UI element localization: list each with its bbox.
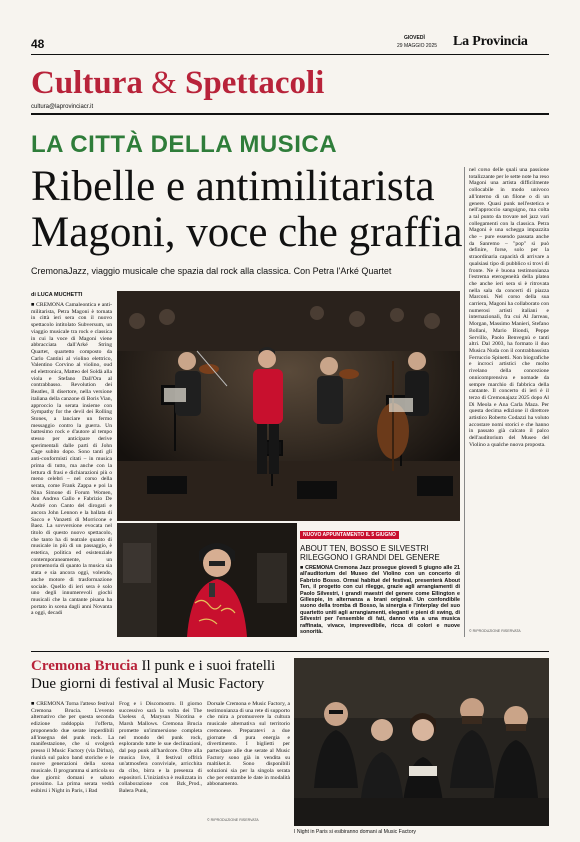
main-kicker: LA CITTÀ DELLA MUSICA (31, 131, 338, 158)
second-kicker: Cremona Brucia (31, 658, 138, 674)
col1-text (31, 302, 112, 638)
sidebar-title: ABOUT TEN, BOSSO E SILVESTRI RILEGGONO I GRANDI DEL GENERE (300, 544, 440, 562)
section-title-part2: Spettacoli (185, 65, 325, 101)
second-headline-line2: Due giorni di festival al Music Factory (31, 676, 265, 692)
section-ampersand: & (151, 65, 177, 101)
header-rule (31, 54, 549, 55)
main-subtitle: CremonaJazz, viaggio musicale che spazia dal rock alla classica. Con Petra l'Arké Quartet (31, 266, 392, 276)
band-photo-illustration (294, 658, 549, 826)
header-date: 29 MAGGIO 2025 (397, 43, 438, 49)
band-photo (294, 658, 549, 826)
byline: di LUCA MUCHETTI (31, 292, 83, 298)
main-headline-line2: Magoni, voce che graffia (31, 209, 463, 256)
singer-portrait-illustration (117, 523, 297, 637)
second-credit: © RIPRODUZIONE RISERVATA (207, 818, 259, 822)
section-title-part1: Cultura (31, 65, 143, 101)
sidebar-body: ■ CREMONA Cremona Jazz prosegue giovedì 5 giugno alle 21 all'auditorium del Museo del Violino con un concerto di Fabrizio Bosso. Ormai habitué del festival, presenterà About Ten, il progetto con cui rilegge, grazie agli arrangiamenti di Paolo Silvestri, i grandi maestri del genere come Ellington e Gillespie, in alternanza a brani originali. Un confondibile suono della tromba di Bosso, la sinergia e l'interplay del suo quartetto uniti agli arrangiamenti, eleganti e pieni di swing, di Silvestri per l'ensemble di fati, danno vita a una musica raffinata, vivace, imprevedibile, ricca di colori e nuove sonorità. (300, 565, 460, 636)
sidebar-label: NUOVO APPUNTAMENTO IL 5 GIUGNO (300, 531, 399, 539)
section-rule (31, 113, 549, 115)
second-headline-text: Il punk e i suoi fratelli (141, 658, 276, 674)
col3-paragraph: nel corso delle quali una passione totalizzante per le sette note ha reso Magoni una artista difficilmente collocabile in modo univoco all'interno di un filone o di un genere. Quasi punk nell'estetica e nell'approccio sanguigno, ma colta a tal punto da trovare nel jazz vari collegamenti con la classica. Petra Magoni è una schegga impazzita che – pure essendo passata anche da Sanremo – "pop" sì può definire, forse, solo per la straordinaria capacità di arrivare a qualsiasi tipo di pubblico si trovi di fronte. Ne è buona testimonianza l'estrema eterogeneità della platea che anche ieri sera si è ritrovata nella sala da concerti di piazza Marconi. Nel corso della sua carriera, Magoni ha collaborato con numerosi artisti italiani e internazionali, fra cui Al Jarreau, Morgan, Massimo Manieri, Stefano Bollani, Mario Biondi, Peppe Servillo, Paolo Benvegnù e tanti altri. Dal 2003, ha formato il duo Musica Nuda con il contrabbassista Ferruccio Spinetti. Non biografiche e incroci artistici che molto rivelano della concezione onnicomprensiva e nomade da sempre marchio di fabbrica della cantante. Il concerto di ieri è il terzo di Cremonajazz 2025 dopo Al Di Meola e Ana Carla Maza. Per questa decima edizione il direttore artistico Roberto Codazzi ha voluto accostare nomi storici e che hanno in passato già calcato il palco dell'auditorium del Museo del Violino a qualche nuova proposta. (469, 167, 549, 448)
second-headline-line1 (31, 658, 275, 675)
section-email[interactable]: cultura@laprovinciacr.it (31, 104, 94, 110)
second-col1: ■ CREMONA Torna l'atteso festival Cremona Brucia. L'evento alternativo che per questa seconda edizione raddoppia l'offerta, proponendo due serate imperdibili all'insegna del punk rock. La manifestazione, che si svolgerà presso il Music Factory (via Dirlna), riunirà sul palco band storiche e le nuove generazioni della scena musicale. Il programma si articola su due giorni: domani e sabato prossimo. La prima serata vedrà esibirsi i Night in Paris, i Bad (31, 701, 114, 795)
main-headline-line1: Ribelle e antimilitarista (31, 163, 435, 210)
masthead: La Provincia (453, 34, 528, 49)
col3-text (469, 167, 549, 626)
section-title (31, 64, 324, 102)
concert-photo-illustration (117, 291, 460, 521)
header-day: GIOVEDÌ (404, 35, 425, 41)
concert-photo (117, 291, 460, 521)
col3-divider (464, 167, 465, 637)
singer-portrait-photo (117, 523, 297, 637)
second-article-rule (31, 651, 549, 652)
second-col2: Frog e i Discomostro. Il giorno successivo sarà la volta dei The Useless 4, Marysun Nicotina e Marsh Mallows. Cremona Brucia promette un'immersione completa nel mondo del punk rock, esplorando tutte le sue declinazioni, dal pop punk all'hardcore. Oltre alla musica live, il festival offrirà un'atmosfera conviviale, arricchita da cibo, birra e la presenza di espositori. L'iniziativa è realizzata in collaborazione con Bzk_Prod., Balera Punk, (119, 701, 202, 795)
page-number: 48 (31, 37, 45, 51)
col3-credit: © RIPRODUZIONE RISERVATA (469, 629, 521, 633)
col1-paragraph: ■ CREMONA Camaleontica e anti-militarista, Petra Magoni è tornata in città ieri sera con il nuovo spettacolo intitolato Subversum, un viaggio musicale tra rock e classica in cui la voce di Magoni viene abbracciata dall'Arké String Quartet, quartetto composto da Carlo Cantini al violino elettrico, Valentino Corvino al violino, oud ed elettronica, Matteo del Soldà alla viola e Stefano Dall'Ora al contrabbasso. Revolution dei Beatles, Il disertore, nella versione italiana della canzone di Boris Vian, approccio la serata insieme con Sympathy for the devil dei Rolling Stones, a lanciare un fermo messaggio contro la guerra. Un battesimo rock e d'autore al tempo stesso per anticipare derive sperimentali dalle parti di John Cage subito dopo. Sono tanti gli anti-conformisti citati – in musica prima di tutto, ma anche con la lettura di frasi e dichiarazioni più o meno celebri – nel corso della serata, come Frank Zappa e poi la Nina Simone di Forum Women, don Andrea Gallo e Fabrizio De André con Canto del dirogati e ancora John Lennon e la ballata di Sacco e Vanzetti di Morricone e Baez. La sovversione evocata nel titolo di questo nuovo spettacolo, che tanto ha di teatrale quanto di musicale in più di un passaggio, è estetica, politica ed esistenziale contemporaneamente, un promemoria di quanto la musica sia stata e sia ancora oggi, volendo, anche motore di trasformazione sociale. Quello di ieri sera è solo uno degli innumerevoli giochi musicali che la cantante pisana ha portato in scena dagli anni Novanta a oggi, decadi (31, 302, 112, 617)
band-photo-caption: I Night in Paris si esibiranno domani al Music Factory (294, 829, 416, 835)
sidebar-box (300, 523, 460, 637)
second-col3: Dorsale Cremona e Music Factory, a testimonianza di una rete di supporto che mira a promuovere la cultura musicale alternativa sul territorio cremonese. Preparatevi a due giornate di pura energia e divertimento. I biglietti per partecipare alle due serate al Music Factory sono già in vendita su maltiket.it. Sono disponibili soluzioni sia per la singola serata che per entrambe le date in modalità abbonamento. (207, 701, 290, 788)
